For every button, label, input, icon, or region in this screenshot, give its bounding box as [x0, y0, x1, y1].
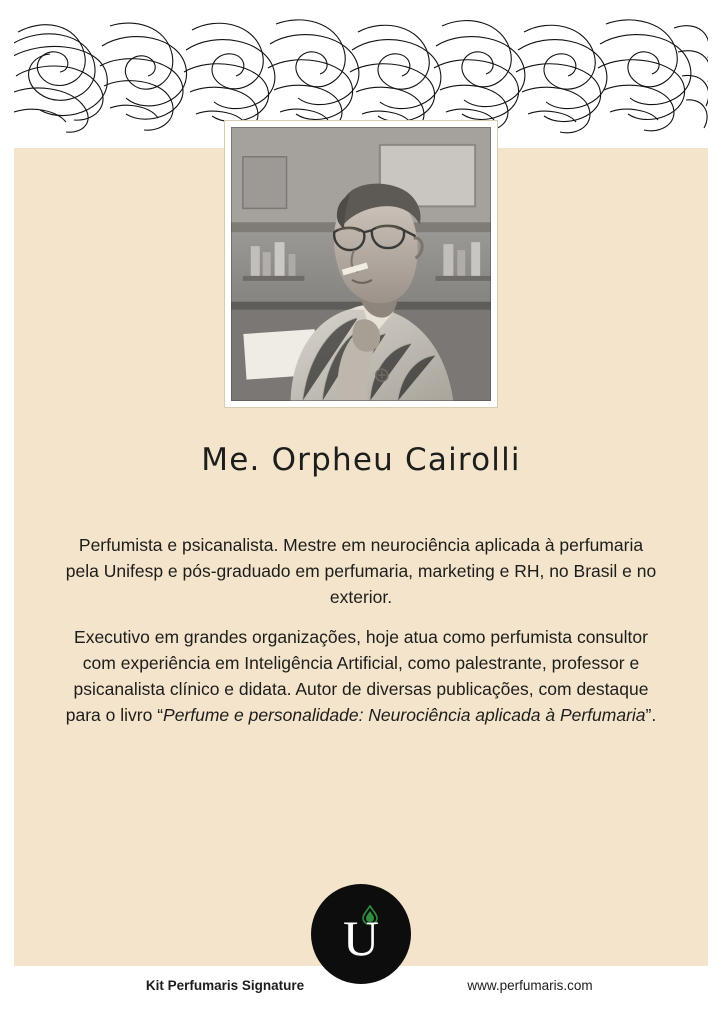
profile-biography [61, 532, 661, 742]
footer-kit-label: Kit Perfumaris Signature [145, 978, 305, 993]
bio-paragraph-2-text: Executivo em grandes organizações, hoje atua como perfumista consultor com experiência em Inteligência Artificial, como palestrante, professor e psicanalista clínico e didata. Autor de diversas publicações, com destaque para o livro [65, 627, 649, 725]
bio-paragraph-1: Perfumista e psicanalista. Mestre em neurociência aplicada à perfumaria pela Unifesp e pós-graduado em perfumaria, marketing e RH, no Brasil e no exterior. [65, 535, 657, 607]
quote-open: “ [157, 705, 164, 725]
logo-letter: U [342, 910, 380, 966]
bio-paragraph-2 [61, 624, 661, 728]
book-title: Perfume e personalidade: Neurociência aplicada à Perfumaria [163, 705, 646, 725]
portrait-photo [231, 127, 491, 401]
brand-logo [311, 884, 411, 984]
footer-website-label[interactable]: www.perfumaris.com [467, 978, 593, 993]
portrait-frame [224, 120, 498, 408]
profile-name: Me. Orpheu Cairolli [201, 442, 521, 478]
quote-close: ”. [645, 705, 657, 725]
